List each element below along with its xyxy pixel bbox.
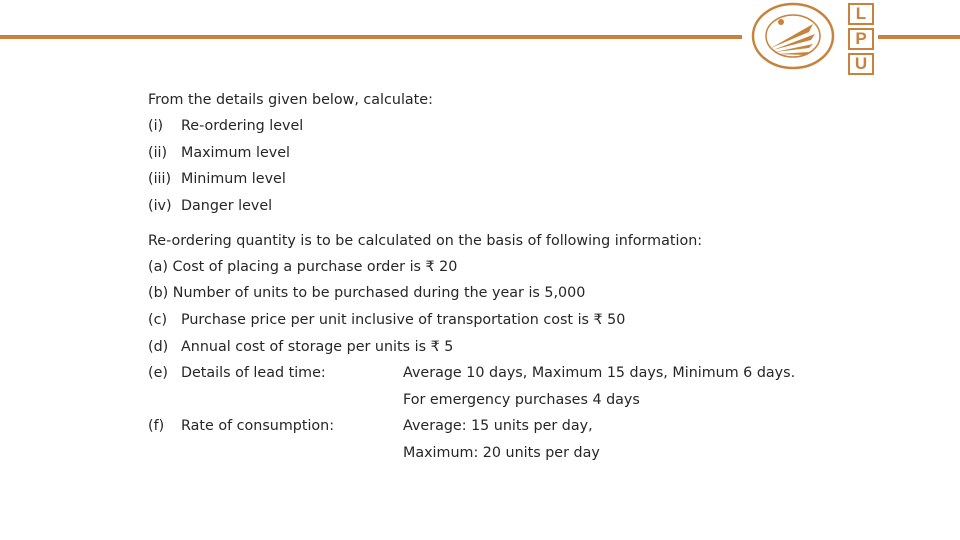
task-text: Re-ordering level xyxy=(181,118,304,134)
task-number: (iii) xyxy=(148,171,172,187)
info-item-number: (d) xyxy=(148,339,169,355)
task-text: Minimum level xyxy=(181,171,286,187)
info-item-text: Purchase price per unit inclusive of transportation cost is ₹ 50 xyxy=(181,312,626,328)
task-number: (ii) xyxy=(148,145,168,161)
intro-text: From the details given below, calculate: xyxy=(148,92,433,108)
header-rule-left xyxy=(0,35,742,39)
info-item-b: (b) Number of units to be purchased during the year is 5,000 xyxy=(148,285,586,301)
logo-letter-u: U xyxy=(848,53,874,75)
lpu-letter-logo xyxy=(848,3,874,78)
info-item-text: Annual cost of storage per units is ₹ 5 xyxy=(181,339,454,355)
consumption-average: Average: 15 units per day, xyxy=(403,418,593,434)
consumption-maximum: Maximum: 20 units per day xyxy=(403,445,600,461)
info-heading: Re-ordering quantity is to be calculated on the basis of following information: xyxy=(148,233,703,249)
info-item-number: (c) xyxy=(148,312,168,328)
consumption-number: (f) xyxy=(148,418,165,434)
logo-letter-l: L xyxy=(848,3,874,25)
lead-time-number: (e) xyxy=(148,365,168,381)
task-text: Danger level xyxy=(181,198,273,214)
task-text: Maximum level xyxy=(181,145,290,161)
consumption-label: Rate of consumption: xyxy=(181,418,335,434)
logo-letter-p: P xyxy=(848,28,874,50)
task-number: (i) xyxy=(148,118,164,134)
task-number: (iv) xyxy=(148,198,172,214)
lead-time-value: Average 10 days, Maximum 15 days, Minimum 6 days. xyxy=(403,365,796,381)
lead-time-label: Details of lead time: xyxy=(181,365,326,381)
info-item-a: (a) Cost of placing a purchase order is ₹ 20 xyxy=(148,259,458,275)
header-rule-right xyxy=(878,35,960,39)
lead-time-emergency: For emergency purchases 4 days xyxy=(403,392,640,408)
university-seal-logo xyxy=(751,2,835,70)
